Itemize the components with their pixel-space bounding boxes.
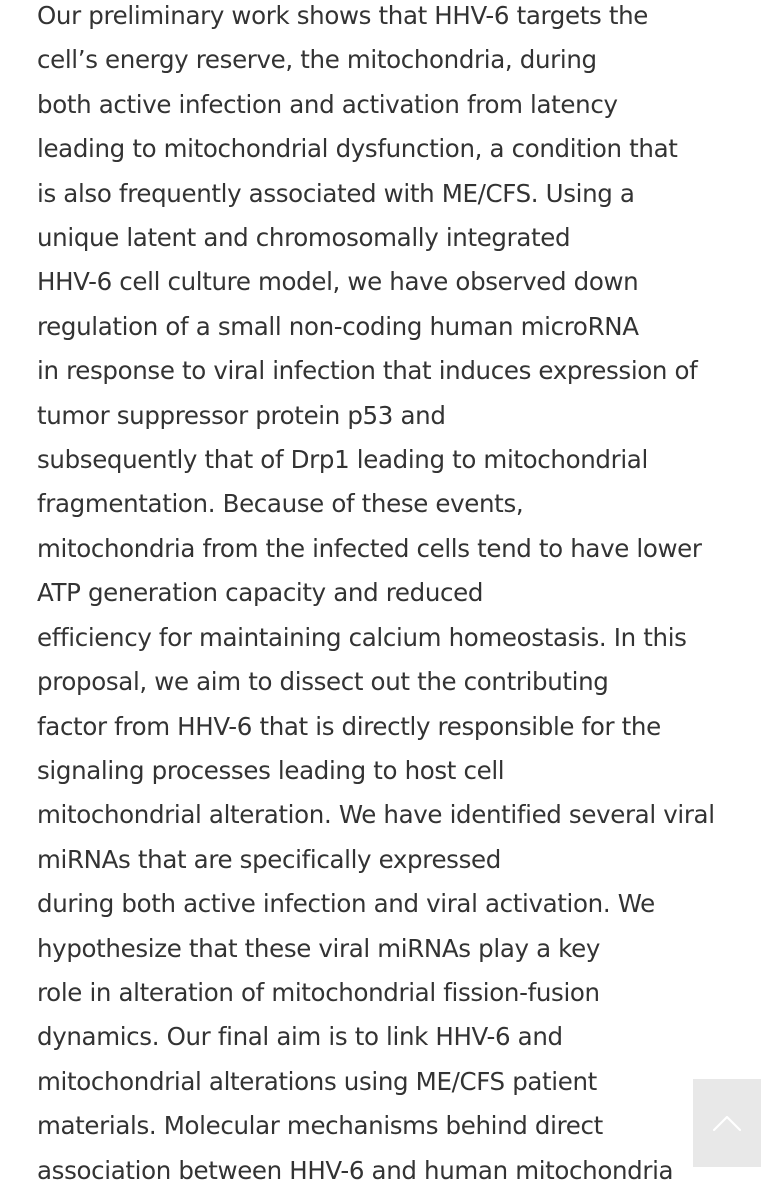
article-line: cell’s energy reserve, the mitochondria, during — [37, 45, 597, 75]
article-line: HHV-6 cell culture model, we have observed down — [37, 267, 639, 297]
article-line: mitochondrial alterations using ME/CFS patient — [37, 1066, 597, 1096]
article-line: materials. Molecular mechanisms behind direct — [37, 1111, 603, 1141]
article-line: leading to mitochondrial dysfunction, a condition that — [37, 134, 678, 164]
article-line: both active infection and activation from latency — [37, 89, 618, 119]
article-line: in response to viral infection that induces expression of — [37, 356, 698, 386]
article-line: hypothesize that these viral miRNAs play a key — [37, 933, 601, 963]
article-line: fragmentation. Because of these events, — [37, 489, 524, 519]
chevron-up-icon — [712, 1114, 742, 1132]
article-line: role in alteration of mitochondrial fission-fusion — [37, 977, 600, 1007]
article-line: efficiency for maintaining calcium homeostasis. In this — [37, 622, 687, 652]
article-line: regulation of a small non-coding human microRNA — [37, 311, 639, 341]
scroll-to-top-button[interactable] — [693, 1079, 761, 1167]
article-line: dynamics. Our final aim is to link HHV-6 and — [37, 1022, 563, 1052]
article-line: ATP generation capacity and reduced — [37, 578, 484, 608]
article-line: factor from HHV-6 that is directly responsible for the — [37, 711, 661, 741]
article-line: unique latent and chromosomally integrated — [37, 223, 571, 253]
article-body — [37, 0, 757, 1193]
article-line: signaling processes leading to host cell — [37, 755, 505, 785]
article-line: miRNAs that are specifically expressed — [37, 844, 501, 874]
article-line: mitochondria from the infected cells tend to have lower — [37, 533, 702, 563]
article-line: association between HHV-6 and human mitochondria — [37, 1155, 674, 1185]
article-line: is also frequently associated with ME/CFS. Using a — [37, 178, 635, 208]
article-line: tumor suppressor protein p53 and — [37, 400, 446, 430]
article-line: mitochondrial alteration. We have identified several viral — [37, 800, 715, 830]
article-line: during both active infection and viral activation. We — [37, 889, 655, 919]
article-line: Our preliminary work shows that HHV-6 targets the — [37, 1, 648, 30]
article-line: subsequently that of Drp1 leading to mitochondrial — [37, 445, 648, 475]
article-line: proposal, we aim to dissect out the contributing — [37, 667, 609, 697]
